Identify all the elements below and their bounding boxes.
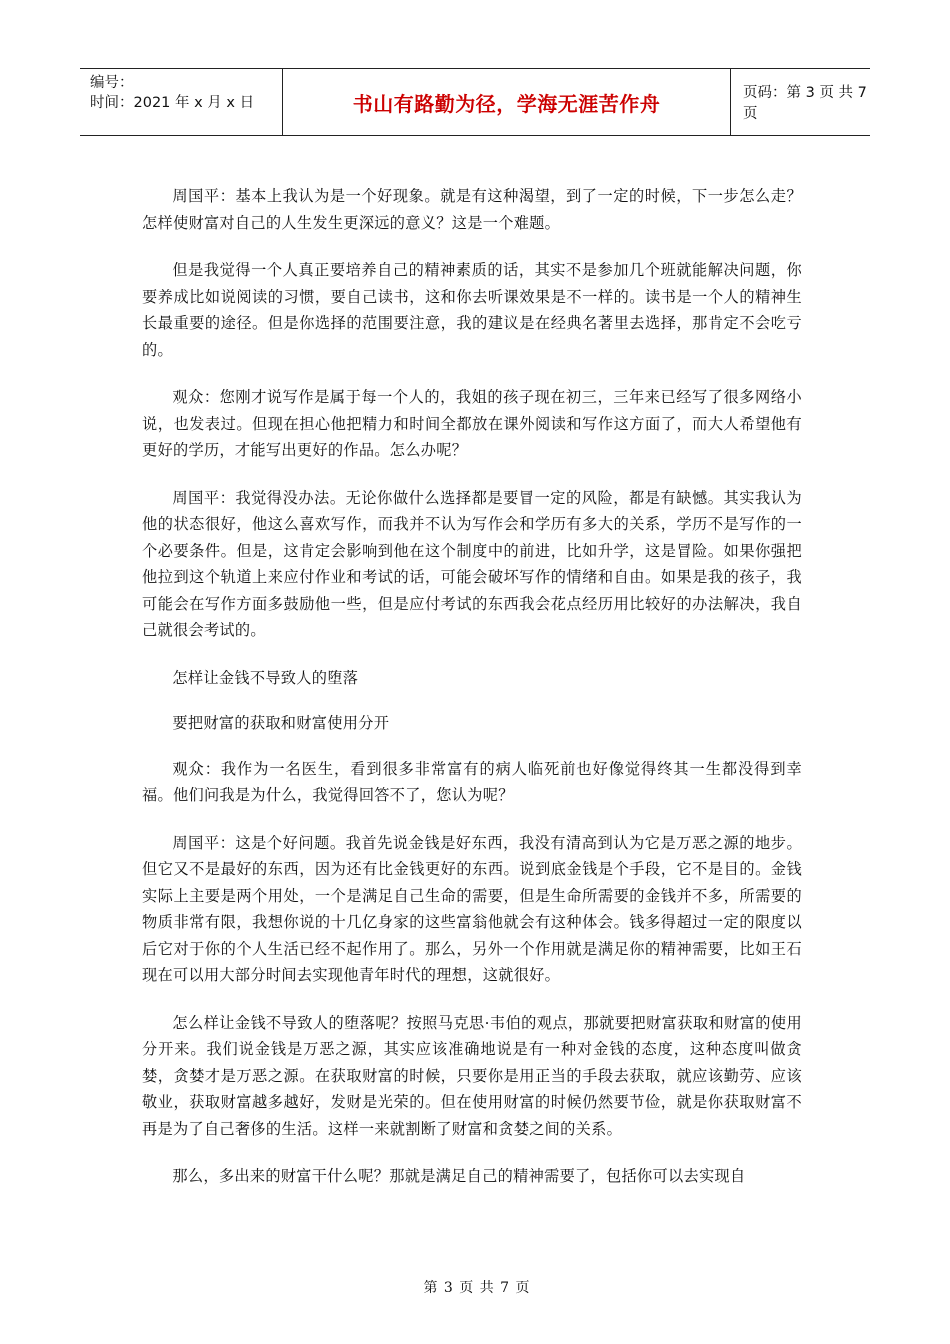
document-number-label: 编号： — [90, 75, 134, 91]
header-motto-cell — [283, 69, 731, 135]
header-meta — [80, 69, 283, 135]
paragraph: 怎么样让金钱不导致人的堕落呢？按照马克思·韦伯的观点，那就要把财富获取和财富的使用分开来。我们说金钱是万恶之源，其实应该准确地说是有一种对金钱的态度，这种态度叫做贪婪，贪婪才是万恶之源。在获取财富的时候，只要你是用正当的手段去获取，就应该勤劳、应该敬业，获取财富越多越好，发财是光荣的。但在使用财富的时候仍然要节俭，就是你获取财富不再是为了自己奢侈的生活。这样一来就割断了财富和贪婪之间的关系。 — [142, 1013, 802, 1138]
section-heading: 怎样让金钱不导致人的堕落 — [172, 668, 359, 687]
page-footer: 第 3 页 共 7 页 — [423, 1280, 531, 1296]
paragraph: 周国平：这是个好问题。我首先说金钱是好东西，我没有清高到认为它是万恶之源的地步。但它又不是最好的东西，因为还有比金钱更好的东西。说到底金钱是个手段，它不是目的。金钱实际上主要是两个用处，一个是满足自己生命的需要，但是生命所需要的金钱并不多，所需要的物质非常有限，我想你说的十几亿身家的这些富翁他就会有这种体会。钱多得超过一定的限度以后它对于你的个人生活已经不起作用了。那么，另外一个作用就是满足你的精神需要，比如王石现在可以用大部分时间去实现他青年时代的理想，这就很好。 — [142, 833, 802, 984]
paragraph: 但是我觉得一个人真正要培养自己的精神素质的话，其实不是参加几个班就能解决问题，你要养成比如说阅读的习惯，要自己读书，这和你去听课效果是不一样的。读书是一个人的精神生长最重要的途径。但是你选择的范围要注意，我的建议是在经典名著里去选择，那肯定不会吃亏的。 — [142, 261, 802, 359]
header-motto: 书山有路勤为径，学海无涯苦作舟 — [352, 91, 661, 116]
paragraph: 周国平：我觉得没办法。无论你做什么选择都是要冒一定的风险，都是有缺憾。其实我认为他的状态很好，他这么喜欢写作，而我并不认为写作会和学历有多大的关系，学历不是写作的一个必要条件。但是，这肯定会影响到他在这个制度中的前进，比如升学，这是冒险。如果你强把他拉到这个轨道上来应付作业和考试的话，可能会破坏写作的情绪和自由。如果是我的孩子，我可能会在写作方面多鼓励他一些，但是应付考试的东西我会花点经历用比较好的办法解决，我自己就很会考试的。 — [142, 488, 802, 639]
paragraph: 观众：我作为一名医生，看到很多非常富有的病人临死前也好像觉得终其一生都没得到幸福。他们问我是为什么，我觉得回答不了，您认为呢？ — [142, 759, 802, 804]
section-subheading: 要把财富的获取和财富使用分开 — [172, 714, 390, 732]
paragraph: 周国平：基本上我认为是一个好现象。就是有这种渴望，到了一定的时候，下一步怎么走？怎样使财富对自己的人生发生更深远的意义？这是一个难题。 — [142, 187, 802, 232]
document-body — [142, 183, 802, 1211]
paragraph: 那么，多出来的财富干什么呢？那就是满足自己的精神需要了，包括你可以去实现自 — [172, 1167, 746, 1185]
paragraph: 观众：您刚才说写作是属于每一个人的，我姐的孩子现在初三，三年来已经写了很多网络小说，也发表过。但现在担心他把精力和时间全都放在课外阅读和写作这方面了，而大人希望他有更好的学历，才能写出更好的作品。怎么办呢？ — [142, 388, 802, 459]
document-date-label: 时间：2021 年 x 月 x 日 — [90, 95, 255, 111]
page-header — [80, 68, 870, 136]
header-page-info: 页码：第 3 页 共 7 页 — [743, 85, 867, 122]
